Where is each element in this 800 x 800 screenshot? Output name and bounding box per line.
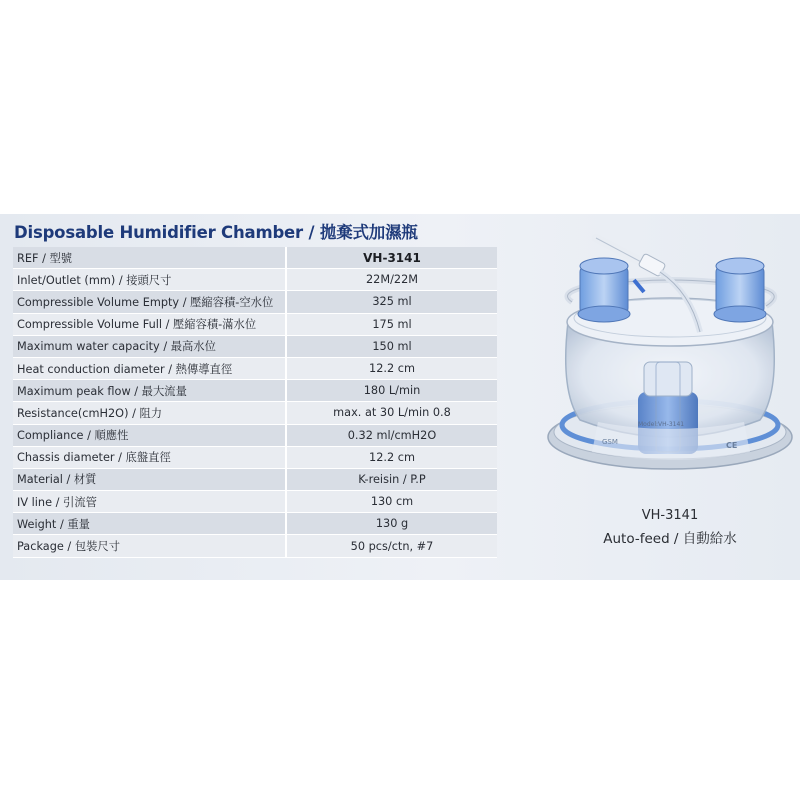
spec-value: 325 ml	[286, 291, 497, 313]
spec-value: 130 g	[286, 513, 497, 535]
spec-label: Maximum peak flow / 最大流量	[13, 380, 286, 402]
spec-value: max. at 30 L/min 0.8	[286, 402, 497, 424]
spec-header-row	[13, 247, 497, 269]
spec-row	[13, 535, 497, 557]
spec-label: Weight / 重量	[13, 513, 286, 535]
spec-label: Maximum water capacity / 最高水位	[13, 335, 286, 357]
spec-title: Disposable Humidifier Chamber / 拋棄式加濕瓶	[14, 223, 418, 242]
spec-value: 0.32 ml/cmH2O	[286, 424, 497, 446]
product-label-model: Model:VH-3141	[638, 421, 685, 428]
spec-label: Heat conduction diameter / 熱傳導直徑	[13, 357, 286, 379]
spec-row	[13, 335, 497, 357]
spec-row	[13, 269, 497, 291]
spec-value: 150 ml	[286, 335, 497, 357]
spec-label: Compliance / 順應性	[13, 424, 286, 446]
spec-row	[13, 513, 497, 535]
spec-label: Compressible Volume Empty / 壓縮容積-空水位	[13, 291, 286, 313]
spec-table	[13, 247, 497, 558]
spec-row	[13, 402, 497, 424]
spec-row	[13, 468, 497, 490]
product-model-caption: VH-3141	[641, 508, 699, 523]
spec-row	[13, 357, 497, 379]
spec-label: Inlet/Outlet (mm) / 接頭尺寸	[13, 269, 286, 291]
spec-value: 180 L/min	[286, 380, 497, 402]
spec-label: Resistance(cmH2O) / 阻力	[13, 402, 286, 424]
spec-row	[13, 380, 497, 402]
product-label-ce: CE	[726, 441, 738, 450]
spec-value: 12.2 cm	[286, 357, 497, 379]
spec-row	[13, 424, 497, 446]
spec-value: 12.2 cm	[286, 446, 497, 468]
spec-label: Package / 包裝尺寸	[13, 535, 286, 557]
spec-value: K-reisin / P.P	[286, 468, 497, 490]
spec-label: Compressible Volume Full / 壓縮容積-滿水位	[13, 313, 286, 335]
spec-value: 130 cm	[286, 491, 497, 513]
spec-row	[13, 446, 497, 468]
spec-row	[13, 291, 497, 313]
spec-label: Chassis diameter / 底盤直徑	[13, 446, 286, 468]
spec-value: 50 pcs/ctn, #7	[286, 535, 497, 557]
spec-row	[13, 491, 497, 513]
product-feature-caption: Auto-feed / 自動給水	[603, 531, 737, 547]
spec-row	[13, 313, 497, 335]
product-label-brand: GSM	[602, 438, 618, 446]
spec-value: 175 ml	[286, 313, 497, 335]
spec-label: Material / 材質	[13, 468, 286, 490]
spec-value: 22M/22M	[286, 269, 497, 291]
product-image	[540, 222, 800, 502]
spec-label: IV line / 引流管	[13, 491, 286, 513]
spec-value: VH-3141	[286, 247, 497, 269]
spec-label: REF / 型號	[13, 247, 286, 269]
